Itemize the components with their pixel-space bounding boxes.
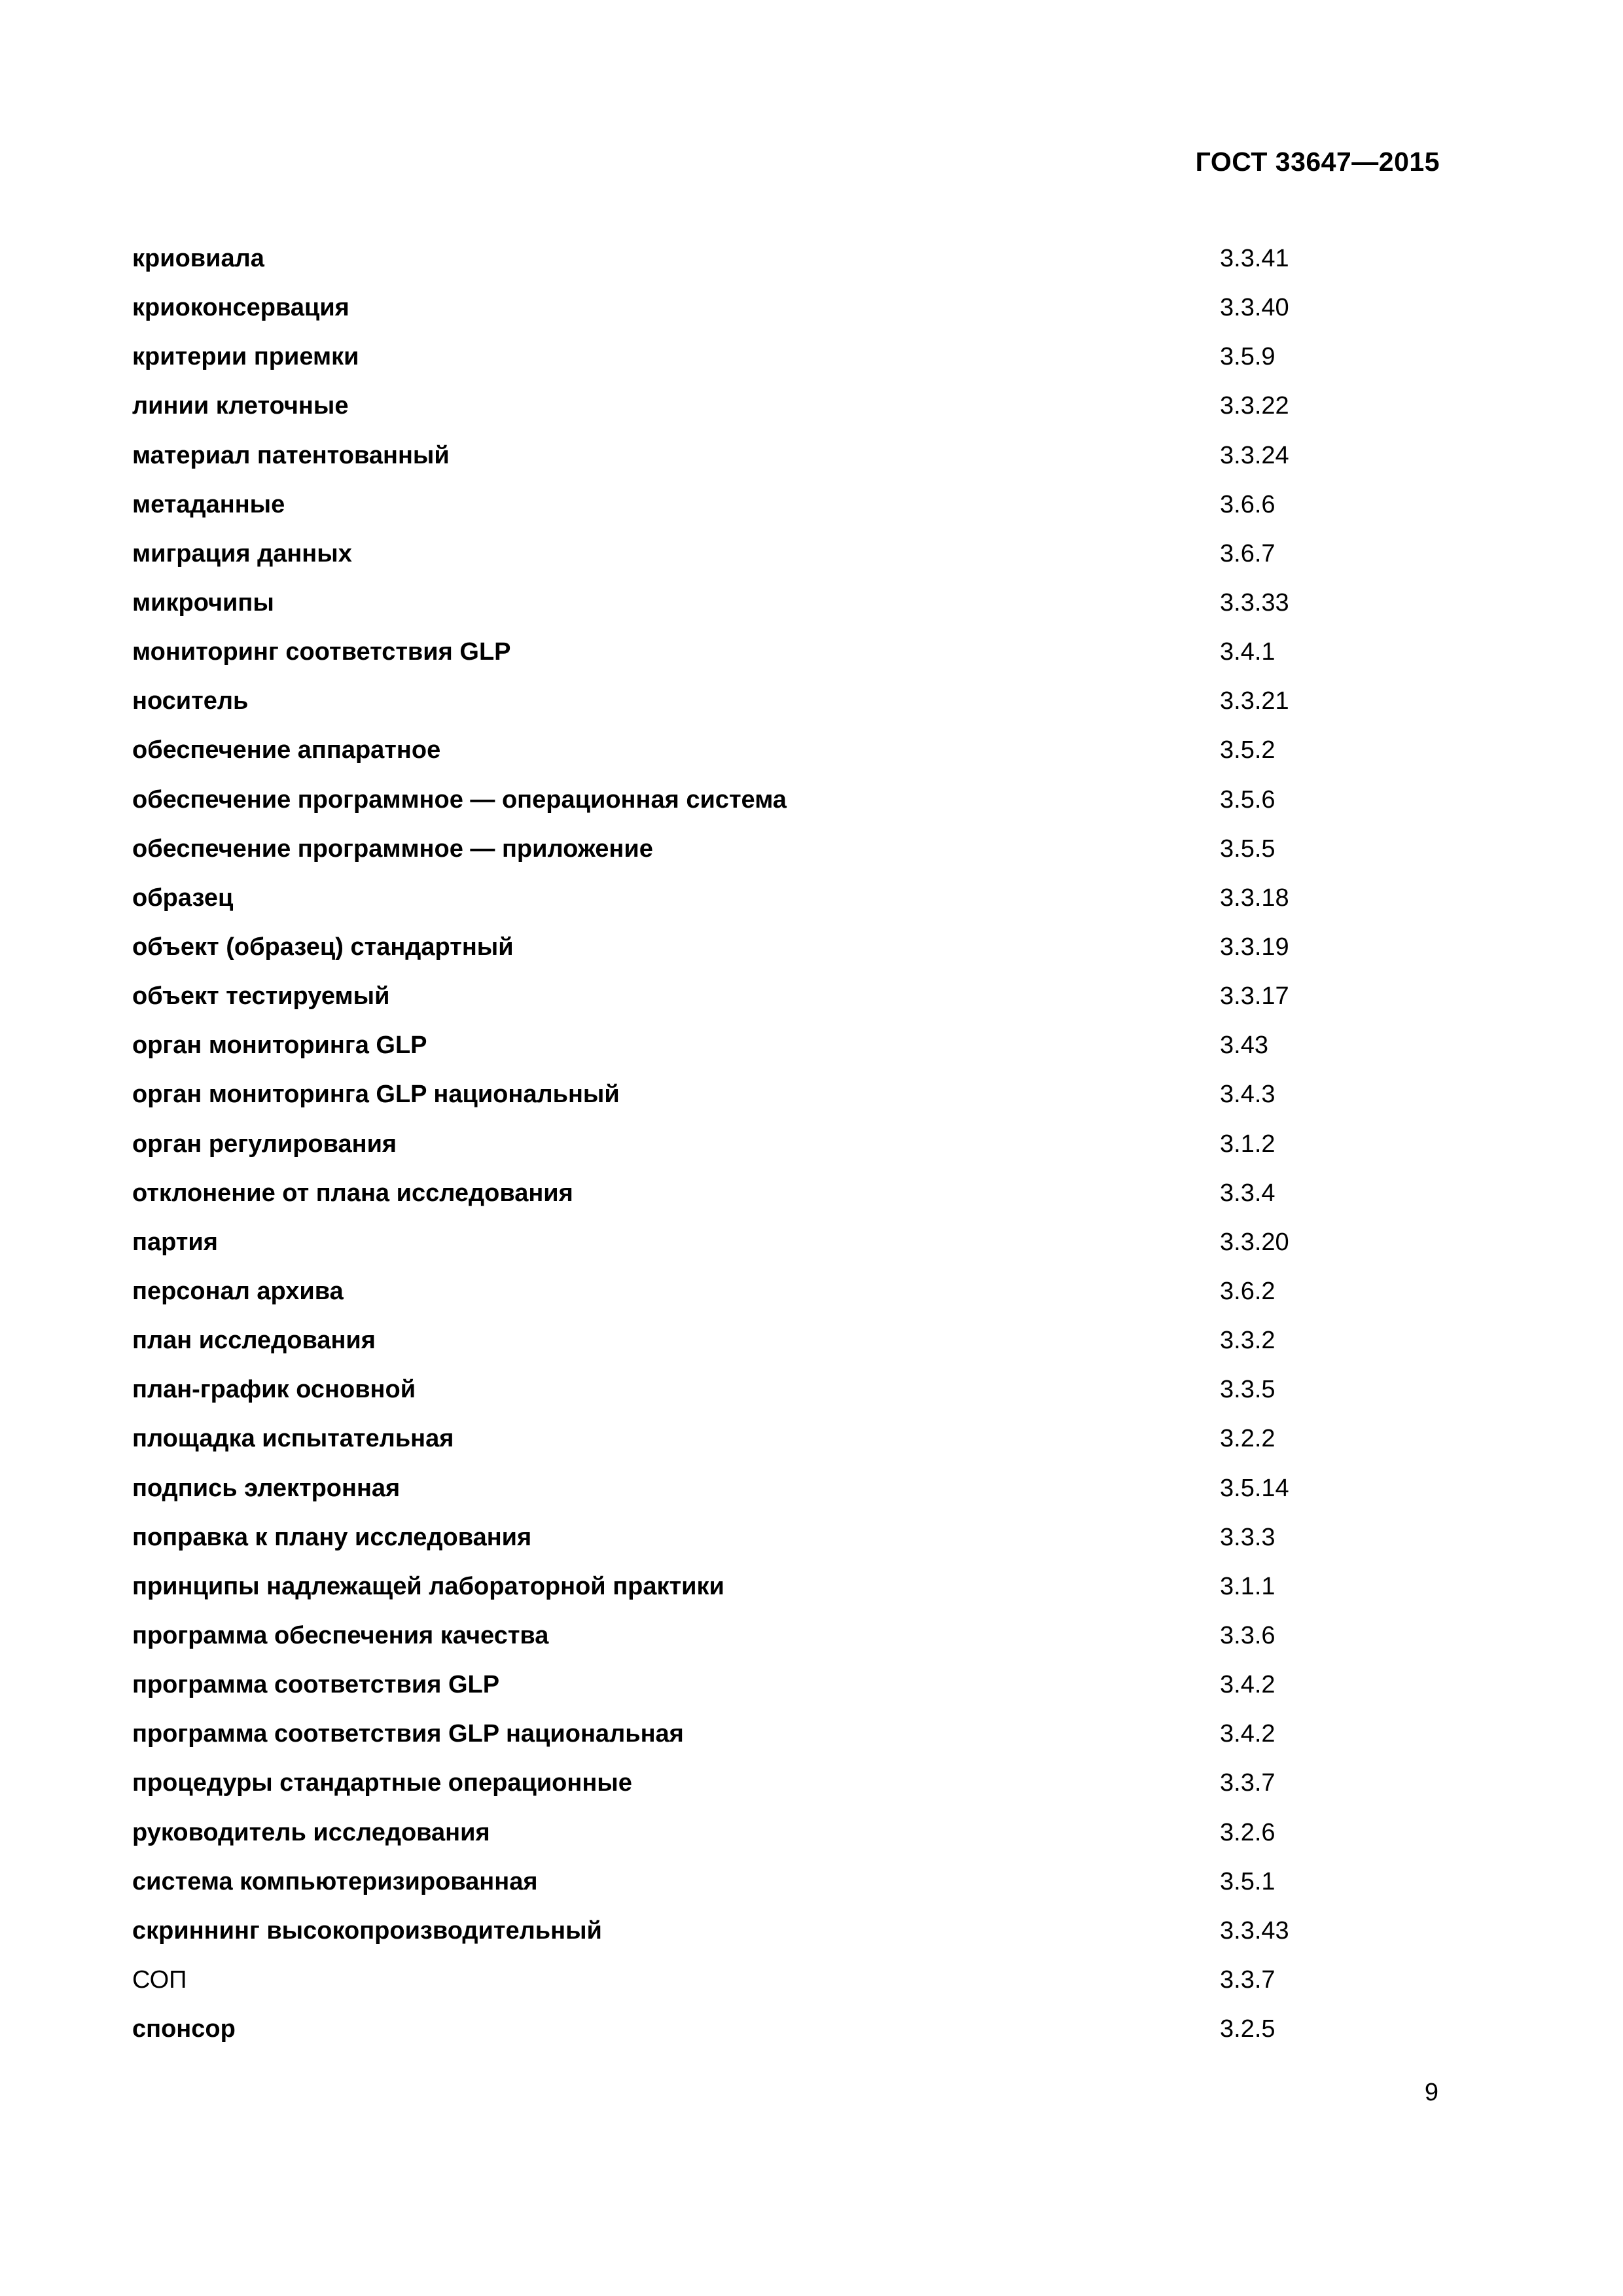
index-term: руководитель исследования <box>132 1818 490 1846</box>
index-reference: 3.3.7 <box>1220 1769 1275 1797</box>
index-entry <box>132 1562 1441 1611</box>
index-reference: 3.5.9 <box>1220 343 1275 371</box>
index-entry <box>132 1710 1441 1759</box>
index-term: материал патентованный <box>132 441 450 469</box>
index-reference: 3.3.5 <box>1220 1376 1275 1404</box>
index-term: площадка испытательная <box>132 1425 454 1453</box>
index-reference: 3.2.2 <box>1220 1425 1275 1453</box>
index-entry <box>132 1907 1441 1956</box>
index-entry <box>132 972 1441 1021</box>
index-term: процедуры стандартные операционные <box>132 1769 632 1797</box>
index-term: орган мониторинга GLP <box>132 1031 427 1060</box>
index-reference: 3.3.3 <box>1220 1523 1275 1551</box>
index-term: линии клеточные <box>132 392 349 420</box>
index-term: метаданные <box>132 490 285 518</box>
index-reference: 3.1.2 <box>1220 1130 1275 1158</box>
index-term: криоконсервация <box>132 294 349 322</box>
index-entry <box>132 332 1441 382</box>
index-entry <box>132 1169 1441 1218</box>
index-term: обеспечение программное — операционная система <box>132 785 787 814</box>
index-reference: 3.4.3 <box>1220 1081 1275 1109</box>
index-entry <box>132 677 1441 726</box>
index-reference: 3.3.6 <box>1220 1621 1275 1649</box>
index-reference: 3.3.7 <box>1220 1965 1275 1994</box>
page-header-standard-code: ГОСТ 33647—2015 <box>1195 147 1440 177</box>
index-reference: 3.3.21 <box>1220 687 1289 715</box>
index-term: отклонение от плана исследования <box>132 1179 573 1207</box>
index-entry <box>132 480 1441 529</box>
index-term: миграция данных <box>132 539 352 567</box>
index-entry <box>132 431 1441 480</box>
index-term: скриннинг высокопроизводительный <box>132 1916 602 1945</box>
index-reference: 3.3.22 <box>1220 392 1289 420</box>
index-term: поправка к плану исследования <box>132 1523 532 1551</box>
index-entry <box>132 234 1441 283</box>
index-entry <box>132 382 1441 431</box>
index-term: образец <box>132 884 234 912</box>
index-reference: 3.3.24 <box>1220 441 1289 469</box>
index-term: программа соответствия GLP национальная <box>132 1720 684 1748</box>
index-reference: 3.5.1 <box>1220 1867 1275 1895</box>
index-term: СОП <box>132 1965 187 1994</box>
index-entry <box>132 1267 1441 1316</box>
index-term: персонал архива <box>132 1277 344 1305</box>
index-reference: 3.2.6 <box>1220 1818 1275 1846</box>
index-reference: 3.6.2 <box>1220 1277 1275 1305</box>
index-entry <box>132 1808 1441 1857</box>
index-term: криовиала <box>132 245 264 272</box>
alphabetical-index-list <box>132 234 1441 2054</box>
index-term: принципы надлежащей лабораторной практики <box>132 1572 724 1600</box>
index-reference: 3.3.2 <box>1220 1327 1275 1355</box>
index-reference: 3.4.2 <box>1220 1671 1275 1699</box>
index-reference: 3.5.6 <box>1220 785 1275 814</box>
index-term: носитель <box>132 687 249 715</box>
index-entry <box>132 1070 1441 1119</box>
index-reference: 3.3.17 <box>1220 982 1289 1011</box>
index-reference: 3.4.2 <box>1220 1720 1275 1748</box>
index-reference: 3.3.40 <box>1220 294 1289 322</box>
index-entry <box>132 1316 1441 1365</box>
index-entry <box>132 1464 1441 1513</box>
index-term: система компьютеризированная <box>132 1867 538 1895</box>
index-term: программа соответствия GLP <box>132 1671 500 1699</box>
index-term: микрочипы <box>132 588 274 617</box>
index-entry <box>132 1021 1441 1070</box>
page-number: 9 <box>1424 2079 1438 2106</box>
index-term: план-график основной <box>132 1376 416 1404</box>
index-entry <box>132 579 1441 628</box>
index-entry <box>132 1120 1441 1169</box>
index-entry <box>132 825 1441 874</box>
index-entry <box>132 529 1441 579</box>
index-term: спонсор <box>132 2015 236 2043</box>
index-reference: 3.3.19 <box>1220 933 1289 961</box>
index-entry <box>132 1414 1441 1463</box>
index-term: партия <box>132 1228 218 1256</box>
index-entry <box>132 776 1441 825</box>
index-reference: 3.3.4 <box>1220 1179 1275 1207</box>
index-term: орган мониторинга GLP национальный <box>132 1081 620 1109</box>
index-term: объект тестируемый <box>132 982 390 1011</box>
index-entry <box>132 726 1441 775</box>
index-entry <box>132 1218 1441 1267</box>
index-term: орган регулирования <box>132 1130 397 1158</box>
index-entry <box>132 1660 1441 1710</box>
index-term: критерии приемки <box>132 343 359 371</box>
index-entry <box>132 2005 1441 2054</box>
index-entry <box>132 1956 1441 2005</box>
index-entry <box>132 628 1441 677</box>
index-entry <box>132 1365 1441 1414</box>
index-reference: 3.4.1 <box>1220 638 1275 666</box>
index-entry <box>132 874 1441 923</box>
index-entry <box>132 1611 1441 1660</box>
index-reference: 3.5.5 <box>1220 834 1275 863</box>
index-reference: 3.1.1 <box>1220 1572 1275 1600</box>
index-reference: 3.43 <box>1220 1031 1268 1060</box>
index-entry <box>132 923 1441 972</box>
index-entry <box>132 283 1441 332</box>
index-reference: 3.6.6 <box>1220 490 1275 518</box>
index-reference: 3.2.5 <box>1220 2015 1275 2043</box>
index-reference: 3.3.41 <box>1220 245 1289 272</box>
index-entry <box>132 1857 1441 1907</box>
index-entry <box>132 1513 1441 1562</box>
index-term: мониторинг соответствия GLP <box>132 638 511 666</box>
index-term: программа обеспечения качества <box>132 1621 549 1649</box>
index-reference: 3.3.33 <box>1220 588 1289 617</box>
index-term: объект (образец) стандартный <box>132 933 514 961</box>
index-reference: 3.6.7 <box>1220 539 1275 567</box>
index-term: план исследования <box>132 1327 376 1355</box>
index-entry <box>132 1759 1441 1808</box>
index-term: подпись электронная <box>132 1474 401 1502</box>
index-reference: 3.5.2 <box>1220 736 1275 764</box>
index-reference: 3.3.43 <box>1220 1916 1289 1945</box>
index-reference: 3.5.14 <box>1220 1474 1289 1502</box>
index-term: обеспечение программное — приложение <box>132 834 653 863</box>
index-reference: 3.3.20 <box>1220 1228 1289 1256</box>
index-term: обеспечение аппаратное <box>132 736 441 764</box>
index-reference: 3.3.18 <box>1220 884 1289 912</box>
